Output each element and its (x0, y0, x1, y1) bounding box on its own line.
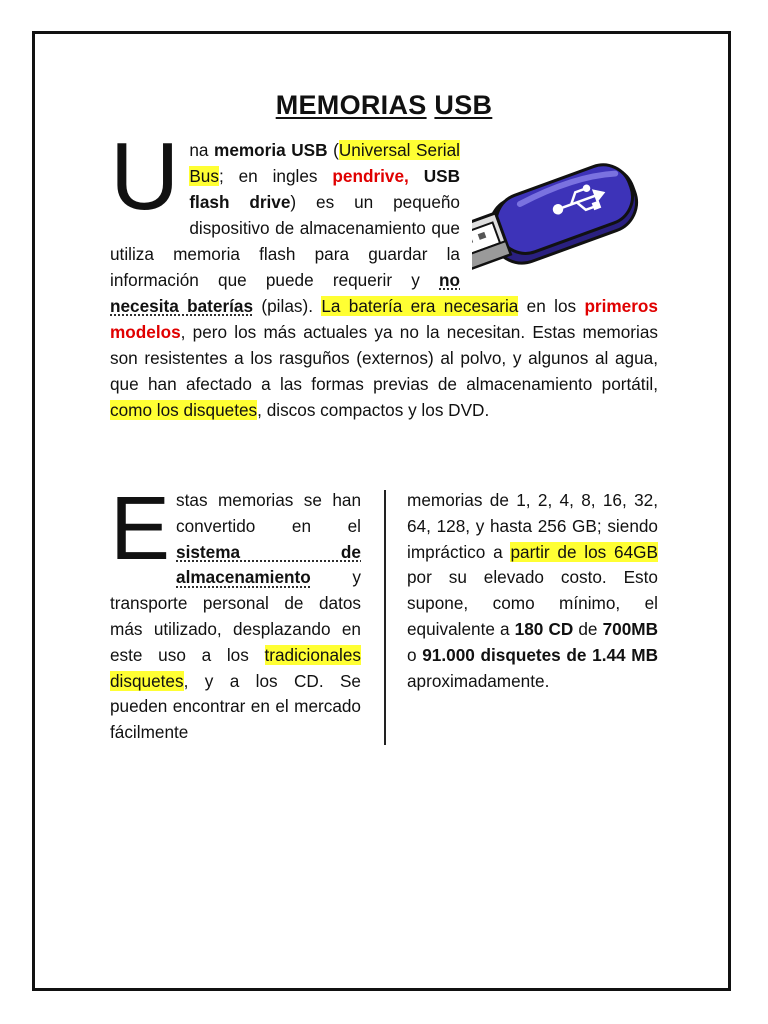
highlight-partir-de-los-64gb: partir de los 64GB (510, 541, 658, 562)
text: stas memorias se han convertido en el (176, 490, 361, 536)
left-column-paragraph (110, 479, 361, 746)
title-word-memorias: MEMORIAS (275, 90, 427, 120)
highlight-bateria-necesaria: La batería era necesaria (321, 296, 519, 316)
bold-term-sistema-de-almacenamiento: sistema de almacenamiento (176, 541, 361, 588)
intro-paragraph (110, 123, 658, 423)
red-term-primeros-modelos: primeros modelos (110, 296, 658, 342)
text: de (573, 618, 603, 639)
text (409, 166, 424, 186)
text: en los (518, 296, 585, 316)
text: ( (327, 140, 339, 160)
right-column-paragraph (407, 488, 658, 694)
text: , pero los más actuales ya no la necesitan. Estas memorias son resistentes a los rasguños (externos) al polvo, y algunos al agua, que han afectado a las formas previas de almacenamiento portátil, (110, 322, 658, 394)
usb-flash-drive-icon (472, 137, 658, 285)
text: ) es un pequeño dispositivo de almacenamiento que utiliza memoria flash para guardar la información que puede requerir y (110, 192, 460, 290)
column-divider (384, 490, 386, 745)
bold-value-91000-disquetes: 91.000 disquetes de 1.44 MB (422, 644, 659, 665)
text: por su elevado costo. Esto supone, como mínimo, el equivalente a (407, 567, 658, 639)
text: , discos compactos y los DVD. (257, 400, 490, 420)
bold-term-usb-flash-drive: USB flash drive (189, 166, 460, 212)
bold-term-memoria-usb: memoria USB (214, 140, 328, 160)
red-term-pendrive: pendrive, (332, 166, 409, 186)
text: aproximadamente. (407, 670, 550, 691)
text: y transporte personal de datos más utilizado, desplazando en este uso a los (110, 567, 361, 665)
text: ; en ingles (218, 166, 333, 186)
text: memorias de 1, 2, 4, 8, 16, 32, 64, 128, y hasta 256 GB; siendo impráctico a (407, 490, 658, 562)
dropcap-u: U (110, 123, 180, 230)
highlight-como-los-disquetes: como los disquetes (110, 400, 258, 420)
text: (pilas). (253, 296, 322, 316)
highlight-tradicionales-disquetes: tradicionales disquetes (110, 644, 361, 691)
highlight-universal-serial-bus: Universal Serial Bus (189, 140, 460, 186)
bold-value-180-cd: 180 CD (514, 618, 574, 639)
title-word-usb: USB (434, 90, 493, 120)
bold-value-700mb: 700MB (602, 618, 658, 639)
text: , y a los CD. Se pueden encontrar en el mercado fácilmente (110, 670, 361, 743)
page-title (0, 90, 768, 121)
text: o (407, 644, 423, 665)
bold-term-no-necesita-baterias: no necesita baterías (110, 270, 460, 316)
dropcap-e: E (110, 479, 171, 579)
text: na (189, 140, 215, 160)
